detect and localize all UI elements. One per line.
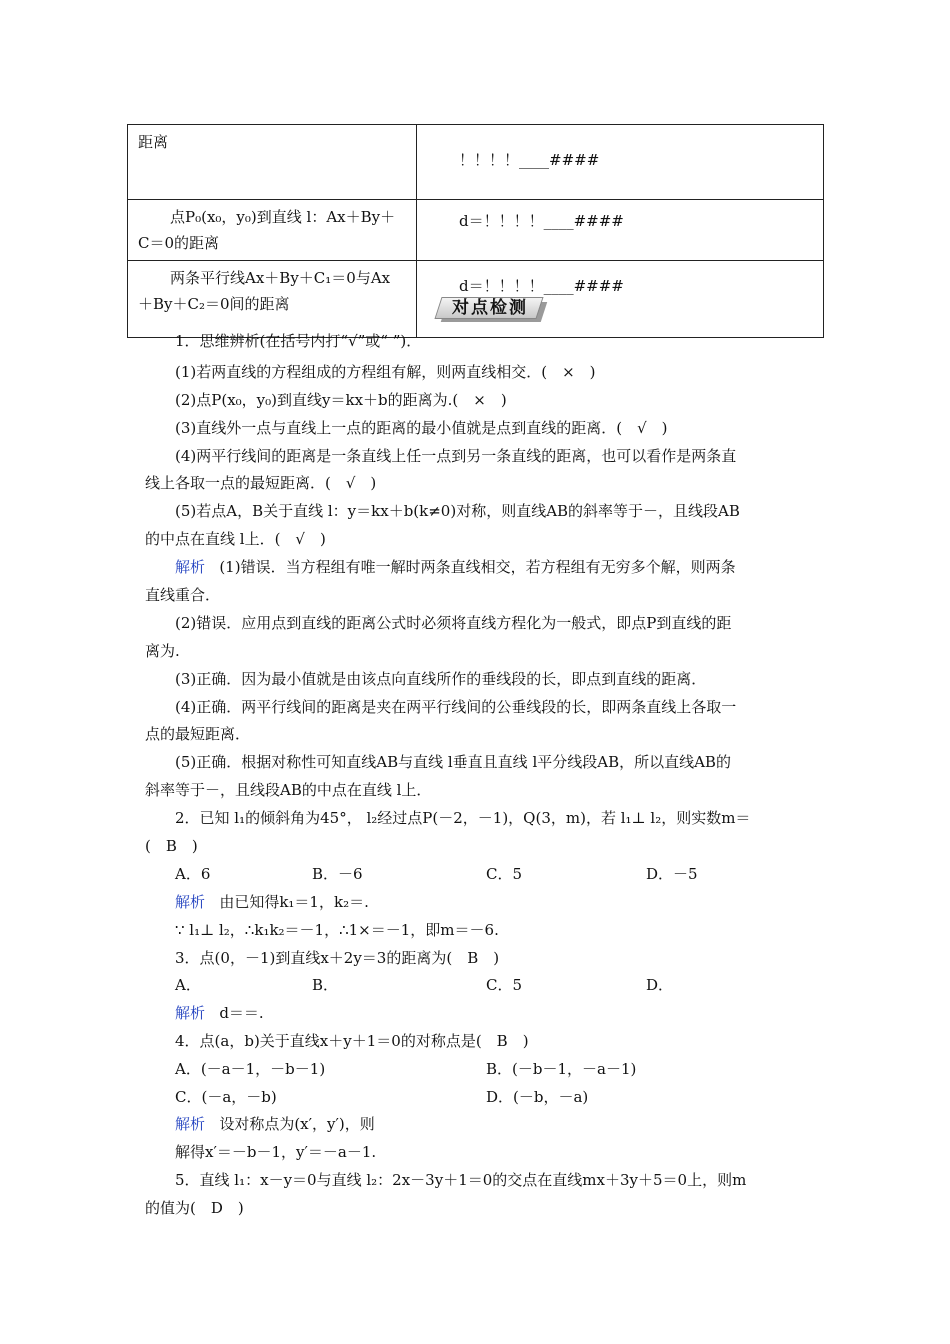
explanation-q2-line-1 [175, 892, 369, 912]
table-label-cell [128, 125, 417, 200]
jiexi-label: 解析 [175, 893, 206, 911]
table-label-line: 两条平行线Ax＋By＋C₁＝0与Ax [170, 269, 391, 287]
question-2-stem-line-2: ( B ) [145, 837, 198, 855]
explanation-1-line-2: 直线重合． [145, 586, 221, 604]
question-4-stem: 4．点(a，b)关于直线x＋y＋1＝0的对称点是( B ) [175, 1032, 529, 1050]
question-3-option-d: D． [646, 976, 674, 994]
table-label-line: C＝0的距离 [138, 234, 220, 252]
table-label-line: 距离 [138, 133, 169, 151]
table-label-cell [128, 200, 417, 261]
section-title-banner [438, 297, 546, 321]
question-3-option-a: A． [175, 976, 201, 994]
question-1-item-5-line-2: 的中点在直线 l上．( √ ) [145, 530, 326, 548]
question-1-item-3: (3)直线外一点与直线上一点的距离的最小值就是点到直线的距离．( √ ) [175, 419, 668, 437]
explanation-text: 设对称点为(x′，y′)，则 [219, 1115, 375, 1133]
table-label-line: ＋By＋C₂＝0间的距离 [138, 295, 290, 313]
question-1-item-1: (1)若两直线的方程组成的方程组有解，则两直线相交．( × ) [175, 363, 596, 381]
question-3-stem: 3．点(0，－1)到直线x＋2y＝3的距离为( B ) [175, 949, 500, 967]
explanation-5-line-2: 斜率等于－，且线段AB的中点在直线 l上． [145, 781, 432, 799]
question-2-option-d: D．－5 [646, 865, 698, 883]
table-value-cell: ！！！！____#### [417, 125, 824, 200]
explanation-text: 由已知得k₁＝1，k₂＝. [219, 893, 369, 911]
explanation-5-line-1: (5)正确．根据对称性可知直线AB与直线 l垂直且直线 l平分线段AB，所以直线AB的 [175, 753, 731, 771]
question-1-item-4-line-2: 线上各取一点的最短距离．( √ ) [145, 474, 377, 492]
question-4-option-b: B．(－b－1，－a－1) [486, 1060, 637, 1078]
question-1-item-2: (2)点P(x₀，y₀)到直线y＝kx＋b的距离为.( × ) [175, 391, 507, 409]
question-3-option-b: B． [312, 976, 339, 994]
explanation-4-line-1: (4)正确．两平行线间的距离是夹在两平行线间的公垂线段的长，即两条直线上各取一 [175, 698, 737, 716]
jiexi-label: 解析 [175, 1115, 206, 1133]
explanation-1-line-1 [175, 557, 736, 577]
explanation-q2-line-2: ∵ l₁⊥ l₂，∴k₁k₂＝－1，∴1×＝－1，即m＝－6. [175, 921, 499, 939]
question-4-option-c: C．(－a，－b) [175, 1088, 277, 1106]
explanation-2-line-2: 离为. [145, 642, 180, 660]
question-1-item-5-line-1: (5)若点A，B关于直线 l：y＝kx＋b(k≠0)对称，则直线AB的斜率等于－，且线段AB [175, 502, 740, 520]
explanation-4-line-2: 点的最短距离． [145, 725, 251, 743]
question-4-option-a: A．(－a－1，－b－1) [175, 1060, 326, 1078]
explanation-q3 [175, 1003, 264, 1023]
question-5-stem-line-1: 5．直线 l₁：x－y＝0与直线 l₂：2x－3y＋1＝0的交点在直线mx＋3y＋5＝0上，则m [175, 1171, 747, 1189]
explanation-3: (3)正确．因为最小值就是由该点向直线所作的垂线段的长，即点到直线的距离． [175, 670, 707, 688]
explanation-text: d＝＝. [219, 1004, 264, 1022]
question-1-stem: 1．思维辨析(在括号内打“√”或“ ”)． [175, 332, 422, 350]
table-label-cell [128, 261, 417, 338]
question-2-stem-line-1: 2．已知 l₁的倾斜角为45°， l₂经过点P(－2，－1)，Q(3，m)，若 l₁⊥ l₂，则实数m＝ [175, 809, 751, 827]
table-value-cell: d＝！！！！____#### [417, 200, 824, 261]
question-2-option-c: C．5 [486, 865, 523, 883]
explanation-text: (1)错误．当方程组有唯一解时两条直线相交，若方程组有无穷多个解，则两条 [219, 558, 736, 576]
question-1-item-4-line-1: (4)两平行线间的距离是一条直线上任一点到另一条直线的距离，也可以看作是两条直 [175, 447, 737, 465]
question-2-option-b: B．－6 [312, 865, 363, 883]
table-row [128, 200, 824, 261]
question-4-option-d: D．(－b，－a) [486, 1088, 589, 1106]
question-5-stem-line-2: 的值为( D ) [145, 1199, 244, 1217]
jiexi-label: 解析 [175, 1004, 206, 1022]
section-title: 对点检测 [452, 298, 528, 318]
explanation-2-line-1: (2)错误．应用点到直线的距离公式时必须将直线方程化为一般式，即点P到直线的距 [175, 614, 732, 632]
question-3-option-c: C．5 [486, 976, 523, 994]
explanation-q4-line-2: 解得x′＝－b－1，y′＝－a－1. [175, 1143, 377, 1161]
explanation-q4-line-1 [175, 1114, 375, 1134]
table-value-cell: d＝！！！！____#### [417, 261, 824, 338]
jiexi-label: 解析 [175, 558, 206, 576]
table-label-line: 点P₀(x₀，y₀)到直线 l：Ax＋By＋ [170, 208, 396, 226]
table-row [128, 125, 824, 200]
question-2-option-a: A．6 [175, 865, 211, 883]
